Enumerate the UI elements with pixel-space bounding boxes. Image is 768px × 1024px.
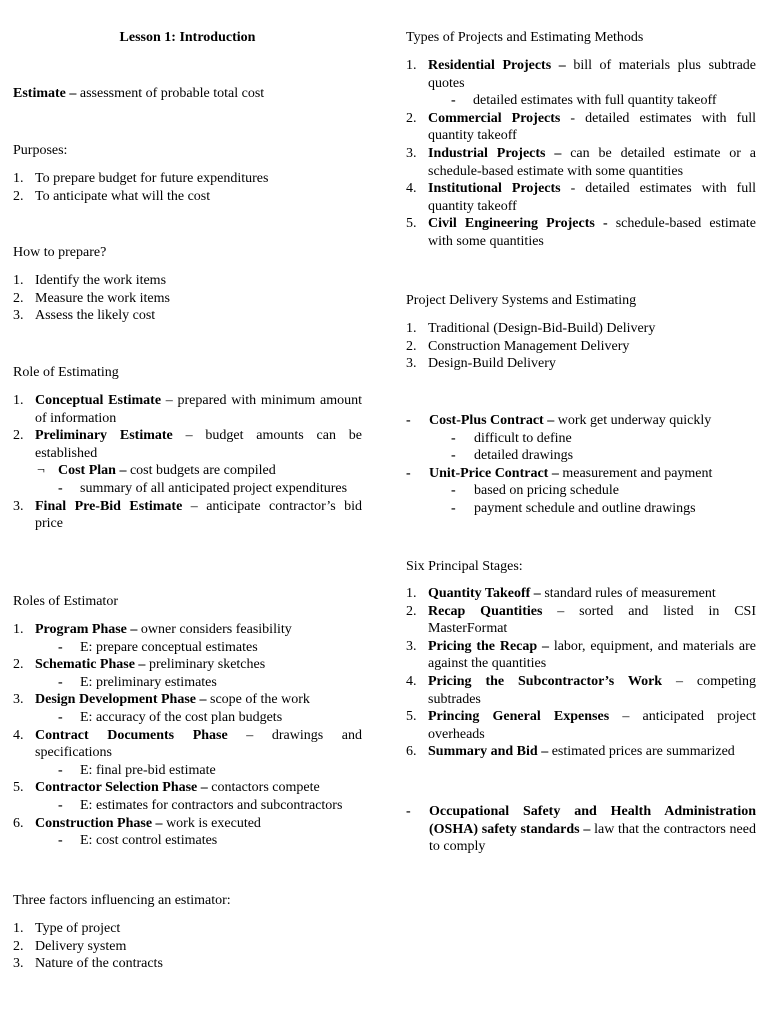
list-item: 5. Contractor Selection Phase – contactors compete (13, 780, 320, 796)
how-to-prepare-list (13, 272, 362, 325)
delivery-systems-heading: Project Delivery Systems and Estimating (406, 293, 637, 308)
list-item: 3. Design Development Phase – scope of the work (13, 692, 310, 708)
list-item: 2. Commercial Projects - detailed estimates with full quantity takeoff (406, 110, 756, 144)
list-item: 2. Measure the work items (13, 290, 170, 306)
cost-plan-subitem: - summary of all anticipated project expenditures (58, 480, 348, 496)
list-item: 1. Conceptual Estimate – prepared with minimum amount of information (13, 393, 363, 426)
list-item: 1. Residential Projects – bill of materials plus subtrade quotes (406, 58, 756, 91)
list-item: 5. Civil Engineering Projects - schedule-based estimate with some quantities (406, 216, 756, 249)
list-item: 1. Traditional (Design-Bid-Build) Delivery (406, 321, 656, 336)
list-item: 3. Pricing the Recap – labor, equipment, and materials are against the quantities (406, 638, 757, 672)
contracts-list (406, 412, 756, 518)
list-item: 2. Schematic Phase – preliminary sketches (13, 657, 266, 673)
cost-plan-item: ¬ Cost Plan – cost budgets are compiled (37, 463, 276, 479)
sub-item: - E: estimates for contractors and subcontractors (58, 797, 343, 813)
list-item: 4. Institutional Projects - detailed estimates with full quantity takeoff (406, 181, 756, 214)
list-item: 2. Recap Quantities – sorted and listed in CSI MasterFormat (406, 603, 756, 637)
list-item: 1. Quantity Takeoff – standard rules of measurement (406, 586, 716, 601)
three-factors-list (13, 920, 362, 973)
purposes-heading: Purposes: (13, 143, 68, 158)
osha-item: - Occupational Safety and Health Administration (OSHA) safety standards – law that the contractors need to comply (406, 804, 756, 855)
types-of-projects-heading: Types of Projects and Estimating Methods (406, 30, 644, 45)
list-item: 2. To anticipate what will the cost (13, 188, 211, 204)
list-item: 5. Princing General Expenses – anticipated project overheads (406, 709, 756, 742)
list-item: 2. Preliminary Estimate – budget amounts can be established (13, 428, 362, 461)
list-item: 1. To prepare budget for future expenditures (13, 171, 269, 186)
sub-item: - payment schedule and outline drawings (451, 500, 696, 516)
six-stages-heading: Six Principal Stages: (406, 559, 523, 574)
list-item: 4. Pricing the Subcontractor’s Work – competing subtrades (406, 673, 756, 707)
sub-item: - E: cost control estimates (58, 833, 218, 849)
cost-plus-contract: - Cost-Plus Contract – work get underway quickly (406, 413, 712, 428)
estimate-definition: Estimate – assessment of probable total cost (13, 86, 265, 101)
sub-item: - E: preliminary estimates (58, 674, 217, 690)
sub-item: - detailed estimates with full quantity takeoff (451, 93, 717, 109)
sub-item: - based on pricing schedule (451, 483, 620, 499)
list-item: 1. Program Phase – owner considers feasibility (13, 622, 292, 637)
list-item: 3. Industrial Projects – can be detailed estimate or a schedule-based estimate with some quantities (406, 145, 757, 179)
list-item: 2. Delivery system (13, 938, 127, 954)
role-of-estimating-list (13, 392, 362, 533)
list-item: 6. Summary and Bid – estimated prices are summarized (406, 744, 735, 760)
list-item: 3. Assess the likely cost (13, 308, 156, 324)
list-item: 2. Construction Management Delivery (406, 338, 630, 354)
purposes-list (13, 170, 362, 205)
list-item: 4. Contract Documents Phase – drawings and specifications (13, 727, 362, 761)
sub-item: - difficult to define (451, 430, 572, 446)
list-item: 3. Final Pre-Bid Estimate – anticipate contractor’s bid price (13, 498, 362, 532)
sub-item: - E: prepare conceptual estimates (58, 639, 258, 655)
osha-list (406, 803, 756, 856)
roles-of-estimator-heading: Roles of Estimator (13, 594, 118, 609)
list-item: 3. Design-Build Delivery (406, 356, 556, 372)
list-item: 1. Identify the work items (13, 273, 167, 288)
list-item: 6. Construction Phase – work is executed (13, 815, 261, 831)
role-of-estimating-heading: Role of Estimating (13, 365, 119, 380)
types-of-projects-list (406, 57, 756, 251)
list-item: 1. Type of project (13, 921, 121, 936)
sub-item: - E: final pre-bid estimate (58, 762, 216, 778)
lesson-title: Lesson 1: Introduction (119, 30, 256, 45)
list-item: 3. Nature of the contracts (13, 956, 163, 972)
delivery-systems-list (406, 320, 756, 373)
unit-price-contract: - Unit-Price Contract – measurement and payment (406, 465, 713, 481)
how-to-prepare-heading: How to prepare? (13, 245, 107, 260)
three-factors-heading: Three factors influencing an estimator: (13, 893, 231, 908)
sub-item: - E: accuracy of the cost plan budgets (58, 709, 283, 725)
sub-item: - detailed drawings (451, 448, 574, 464)
roles-of-estimator-list (13, 621, 362, 850)
six-stages-list (406, 585, 756, 761)
